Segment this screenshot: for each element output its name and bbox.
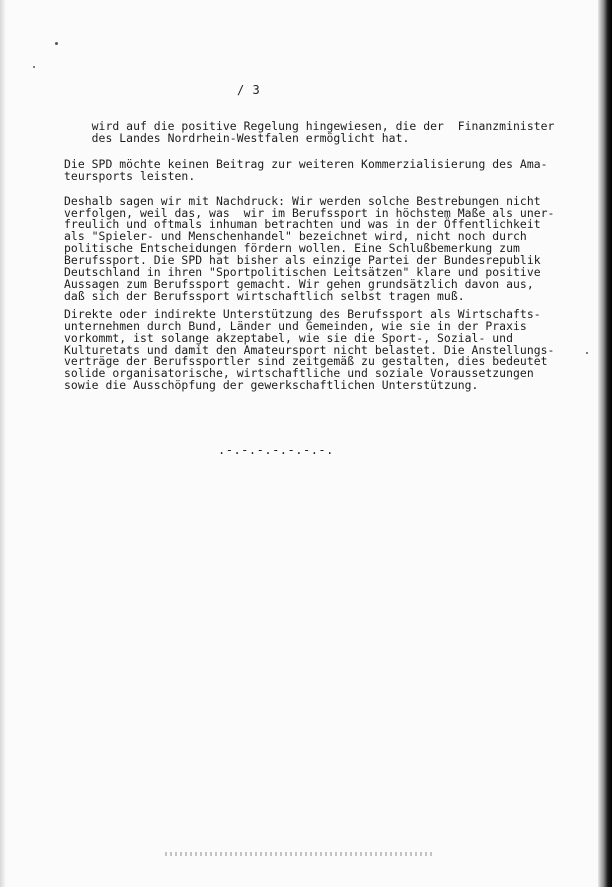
text-line: Kulturetats und damit den Amateursport nicht belastet. Die Anstellungs- — [64, 342, 555, 357]
scan-speck — [33, 66, 35, 68]
paragraph-1 — [64, 121, 594, 145]
scan-left-edge — [0, 0, 6, 887]
text-line: Die SPD möchte keinen Beitrag zur weiteren Kommerzialisierung des Ama- — [64, 156, 548, 171]
text-line: Direkte oder indirekte Unterstützung des Berufssport als Wirtschafts- — [64, 306, 541, 321]
body-text — [64, 121, 594, 392]
scan-smudge — [165, 852, 435, 856]
text-line: verträge der Berufssportler sind zeitgemäß zu gestalten, dies bedeutet — [64, 354, 548, 369]
text-line: sowie die Ausschöpfung der gewerkschaftlichen Unterstützung. — [64, 378, 479, 393]
text-line: des Landes Nordrhein-Westfalen ermöglicht hat. — [64, 130, 410, 145]
page-number: / 3 — [237, 83, 261, 97]
paragraph-4 — [64, 306, 594, 393]
text-line: vorkommt, ist solange akzeptabel, wie sie die Sport-, Sozial- und — [64, 330, 514, 345]
text-line: teursports leisten. — [64, 168, 196, 183]
text-line: Deshalb sagen wir mit Nachdruck: Wir werden solche Bestrebungen nicht — [64, 193, 541, 208]
scan-speck — [55, 42, 58, 45]
paragraph-3 — [64, 193, 594, 303]
text-line: Deutschland in ihren "Sportpolitischen Leitsätzen" klare und positive — [64, 265, 541, 280]
text-line: daß sich der Berufssport wirtschaftlich selbst tragen muß. — [64, 288, 465, 303]
scan-right-edge — [598, 0, 612, 887]
text-line: politische Entscheidungen fördern wollen. Eine Schlußbemerkung zum — [64, 241, 520, 256]
text-line: als "Spieler- und Menschenhandel" bezeichnet wird, nicht noch durch — [64, 229, 527, 244]
end-mark: .-.-.-.-.-.-.-. — [218, 443, 334, 457]
text-line: verfolgen, weil das, was wir im Berufssport in höchstem Maße als uner- — [64, 205, 555, 220]
text-line: Berufssport. Die SPD hat bisher als einzige Partei der Bundesrepublik — [64, 253, 541, 268]
text-line: wird auf die positive Regelung hingewiesen, die der Finanzminister — [64, 119, 555, 133]
text-line: unternehmen durch Bund, Länder und Gemeinden, wie sie in der Praxis — [64, 318, 527, 333]
text-line: Aussagen zum Berufssport gemacht. Wir gehen grundsätzlich davon aus, — [64, 276, 534, 291]
paragraph-2 — [64, 156, 594, 183]
text-line: solide organisatorische, wirtschaftliche und soziale Voraussetzungen — [64, 366, 534, 381]
text-line: freulich und oftmals inhuman betrachten und was in der Öffentlichkeit — [64, 217, 541, 232]
